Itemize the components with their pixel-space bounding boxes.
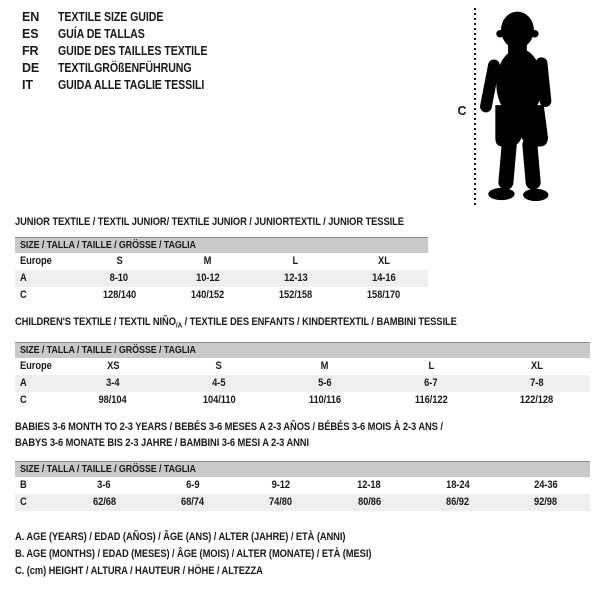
lang-row-en: [22, 9, 234, 26]
table-cell: 110/116: [308, 394, 342, 406]
height-c-label: C: [457, 104, 467, 118]
footnotes: [15, 529, 434, 580]
table-cell: 152/158: [279, 289, 313, 301]
table-cell: 12-18: [357, 479, 381, 491]
lang-title: GUIDA ALLE TAGLIE TESSILI: [58, 78, 205, 92]
table-cell: 14-16: [372, 272, 396, 284]
lang-row-es: [22, 26, 234, 43]
table-cell: 128/140: [102, 289, 136, 301]
row-label: C: [20, 394, 27, 406]
table-cell: 10-12: [195, 272, 220, 284]
table-cell: 140/152: [190, 289, 224, 301]
title-subscript: /A: [175, 320, 183, 330]
table-cell: 18-24: [445, 479, 470, 491]
table-cell: 68/74: [180, 496, 204, 508]
table-cell: 158/170: [367, 289, 401, 301]
lang-title: TEXTILE SIZE GUIDE: [58, 10, 164, 24]
lang-code: ES: [22, 27, 39, 41]
height-dotted-line: [474, 8, 476, 208]
column-header-europe: Europe: [20, 255, 52, 267]
table-cell: 86/92: [445, 496, 469, 508]
column-header: XL: [531, 360, 543, 372]
table-cell: 80/86: [357, 496, 381, 508]
lang-code: DE: [22, 61, 40, 75]
table-cell: 92/98: [534, 496, 558, 508]
lang-row-it: [22, 77, 234, 94]
table-cell: 7-8: [530, 377, 544, 389]
table-row: [15, 477, 590, 494]
column-header: L: [428, 360, 434, 372]
note-a: A. AGE (YEARS) / EDAD (AÑOS) / ÂGE (ANS) / ALTER (JAHRE) / ETÀ (ANNI): [15, 531, 346, 543]
table-cell: 5-6: [318, 377, 332, 389]
table-cell: 6-9: [185, 479, 200, 491]
baby-silhouette-icon: [477, 9, 571, 207]
note-c: C. (cm) HEIGHT / ALTURA / HAUTEUR / HÖHE / ALTEZZA: [15, 565, 263, 577]
row-label: A: [20, 272, 27, 284]
lang-title: TEXTILGRÖßENFÜHRUNG: [58, 61, 192, 75]
column-header: M: [203, 255, 212, 267]
size-header-bar: SIZE / TALLA / TAILLE / GRÖSSE / TAGLIA: [15, 342, 590, 358]
column-header: S: [215, 360, 223, 372]
column-header: M: [321, 360, 329, 372]
table-row: [15, 375, 590, 392]
table-cell: 98/104: [98, 394, 128, 406]
table-cell: 104/110: [202, 394, 236, 406]
column-header: XL: [377, 255, 390, 267]
babies-table-title: BABIES 3-6 MONTH TO 2-3 YEARS / BEBÉS 3-6 MESES A 2-3 AÑOS / BÉBÉS 3-6 MOIS À 2-3 ANS / BABYS 3-6 MONATE BIS 2-3 JAHRE / BAMBINI 3-6 MESI A 2-3 ANNI: [15, 421, 443, 449]
junior-size-table: [15, 237, 428, 304]
table-row: [15, 494, 590, 511]
table-cell: 116/122: [414, 394, 448, 406]
table-cell: 74/80: [269, 496, 293, 508]
junior-table-title: JUNIOR TEXTILE / TEXTIL JUNIOR/ TEXTILE JUNIOR / JUNIORTEXTIL / JUNIOR TESSILE: [15, 216, 404, 228]
row-label: A: [20, 377, 27, 389]
column-header: L: [292, 255, 299, 267]
lang-row-fr: [22, 43, 234, 60]
table-cell: 122/128: [520, 394, 554, 406]
babies-size-table: [15, 461, 590, 511]
lang-code: IT: [22, 78, 33, 92]
language-title-list: [22, 9, 234, 94]
row-label: B: [20, 479, 27, 491]
row-label: C: [20, 496, 27, 508]
note-b: B. AGE (MONTHS) / EDAD (MESES) / ÂGE (MOIS) / ALTER (MONATE) / ETÀ (MESI): [15, 548, 372, 560]
size-header-bar: SIZE / TALLA / TAILLE / GRÖSSE / TAGLIA: [15, 461, 590, 477]
table-row: [15, 270, 428, 287]
table-cell: 3-4: [106, 377, 120, 389]
lang-title: GUIDE DES TAILLES TEXTILE: [58, 44, 208, 58]
lang-code: EN: [22, 10, 40, 24]
table-cell: 4-5: [212, 377, 226, 389]
column-header: XS: [106, 360, 120, 372]
table-header-row: [15, 253, 428, 270]
table-cell: 12-13: [283, 272, 308, 284]
table-cell: 8-10: [109, 272, 129, 284]
table-cell: 9-12: [271, 479, 291, 491]
lang-title: GUÍA DE TALLAS: [58, 27, 145, 41]
column-header: S: [116, 255, 123, 267]
row-label: C: [20, 289, 27, 301]
table-cell: 3-6: [97, 479, 111, 491]
lang-code: FR: [22, 44, 39, 58]
children-table-title: CHILDREN'S TEXTILE / TEXTIL $NIÑO_{/A}$ / TEXTILE DES ENFANTS / KINDERTEXTIL / BAMBINI TESSILE: [15, 316, 457, 330]
table-cell: 6-7: [424, 377, 438, 389]
size-header-bar: SIZE / TALLA / TAILLE / GRÖSSE / TAGLIA: [15, 237, 428, 253]
table-cell: 24-36: [534, 479, 558, 491]
table-row: [15, 392, 590, 409]
table-row: [15, 287, 428, 304]
children-size-table: [15, 342, 590, 409]
table-cell: 62/68: [92, 496, 116, 508]
column-header-europe: Europe: [20, 360, 52, 372]
table-header-row: [15, 358, 590, 375]
lang-row-de: [22, 60, 234, 77]
